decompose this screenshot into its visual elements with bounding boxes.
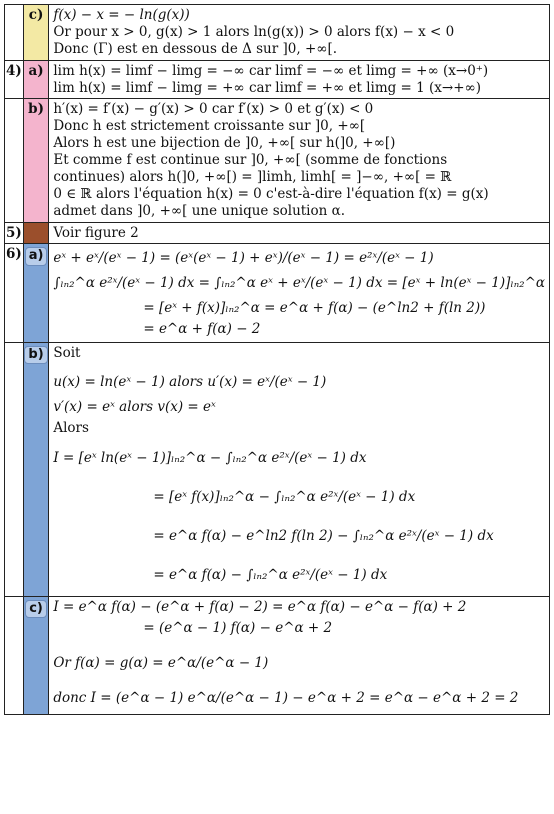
answer-line: = (e^α − 1) f(α) − e^α + 2 — [143, 619, 333, 636]
part-label: b) — [23, 99, 49, 222]
question-number — [5, 596, 24, 715]
part-label: c) — [23, 5, 49, 61]
part-label-cell — [23, 596, 49, 715]
answer-line: Or f(α) = g(α) = e^α/(e^α − 1) — [53, 654, 269, 671]
answer-line: Voir figure 2 — [53, 224, 139, 241]
answer-cell — [49, 244, 550, 343]
part-label-cell — [23, 244, 49, 343]
answer-line: eˣ + eˣ/(eˣ − 1) = (eˣ(eˣ − 1) + eˣ)/(eˣ − 1) = e²ˣ/(eˣ − 1) — [53, 250, 434, 267]
answer-line: 0 ∈ ℝ alors l'équation h(x) = 0 c'est-à-dire l'équation f(x) = g(x) — [53, 185, 489, 202]
part-label: a) — [23, 60, 49, 99]
question-number: 5) — [5, 222, 24, 244]
row-6a — [5, 244, 550, 343]
answer-line: Donc h est strictement croissante sur ]0, +∞[ — [53, 118, 366, 135]
answer-line: v′(x) = eˣ alors v(x) = eˣ — [53, 398, 216, 415]
row-4a — [5, 60, 550, 99]
answer-cell — [49, 99, 550, 222]
answer-line: = [eˣ f(x)]ₗₙ₂^α − ∫ₗₙ₂^α e²ˣ/(eˣ − 1) dx — [153, 489, 416, 506]
answer-line: Soit — [53, 344, 81, 361]
answer-line: = [eˣ + f(x)]ₗₙ₂^α = e^α + f(α) − (e^ln2 + f(ln 2)) — [143, 300, 486, 317]
answer-line: u(x) = ln(eˣ − 1) alors u′(x) = eˣ/(eˣ − 1) — [53, 373, 327, 390]
part-label-cell — [23, 342, 49, 596]
question-number: 6) — [5, 244, 24, 343]
answer-line: donc I = (e^α − 1) e^α/(e^α − 1) − e^α + 2 = e^α − e^α + 2 = 2 — [53, 689, 519, 706]
answer-line: Alors h est une bijection de ]0, +∞[ sur h(]0, +∞[) — [53, 135, 396, 152]
answer-line: = e^α f(α) − e^ln2 f(ln 2) − ∫ₗₙ₂^α e²ˣ/(eˣ − 1) dx — [153, 528, 494, 545]
answer-cell — [49, 60, 550, 99]
part-label: b) — [24, 346, 47, 364]
answer-line: lim h(x) = limf − limg = −∞ car limf = −∞ et limg = +∞ (x→0⁺) — [53, 62, 489, 79]
part-label: a) — [25, 247, 48, 265]
row-6b — [5, 342, 550, 596]
answer-line: h′(x) = f′(x) − g′(x) > 0 car f′(x) > 0 et g′(x) < 0 — [53, 101, 374, 118]
answer-line: = e^α + f(α) − 2 — [143, 321, 261, 337]
question-number — [5, 99, 24, 222]
answer-cell — [49, 222, 550, 244]
question-number — [5, 342, 24, 596]
answer-line: Or pour x > 0, g(x) > 1 alors ln(g(x)) > 0 alors f(x) − x < 0 — [53, 23, 455, 40]
answer-line: Alors — [53, 419, 89, 436]
answer-line: ∫ₗₙ₂^α e²ˣ/(eˣ − 1) dx = ∫ₗₙ₂^α eˣ + eˣ/(eˣ − 1) dx = [eˣ + ln(eˣ − 1)]ₗₙ₂^α — [53, 275, 545, 292]
question-number — [5, 5, 24, 61]
question-number: 4) — [5, 60, 24, 99]
row-4b — [5, 99, 550, 222]
row-6c — [5, 596, 550, 715]
correction-table — [4, 4, 550, 715]
row-1c — [5, 5, 550, 61]
row-5 — [5, 222, 550, 244]
answer-line: continues) alors h(]0, +∞[) = ]limh, limh[ = ]−∞, +∞[ = ℝ — [53, 168, 452, 185]
answer-cell — [49, 342, 550, 596]
answer-line: I = e^α f(α) − (e^α + f(α) − 2) = e^α f(α) − e^α − f(α) + 2 — [53, 598, 467, 615]
answer-line: Donc (Γ) est en dessous de Δ sur ]0, +∞[. — [53, 40, 338, 57]
answer-line: lim h(x) = limf − limg = +∞ car limf = +∞ et limg = 1 (x→+∞) — [53, 79, 482, 96]
part-label — [23, 222, 49, 244]
answer-line: = e^α f(α) − ∫ₗₙ₂^α e²ˣ/(eˣ − 1) dx — [153, 567, 388, 583]
part-label: c) — [25, 600, 47, 618]
answer-line: Et comme f est continue sur ]0, +∞[ (somme de fonctions — [53, 152, 448, 168]
answer-cell — [49, 596, 550, 715]
answer-line: admet dans ]0, +∞[ une unique solution α. — [53, 202, 346, 219]
answer-line: I = [eˣ ln(eˣ − 1)]ₗₙ₂^α − ∫ₗₙ₂^α e²ˣ/(eˣ − 1) dx — [53, 450, 367, 467]
answer-line: f(x) − x = − ln(g(x)) — [53, 7, 190, 23]
answer-cell — [49, 5, 550, 61]
